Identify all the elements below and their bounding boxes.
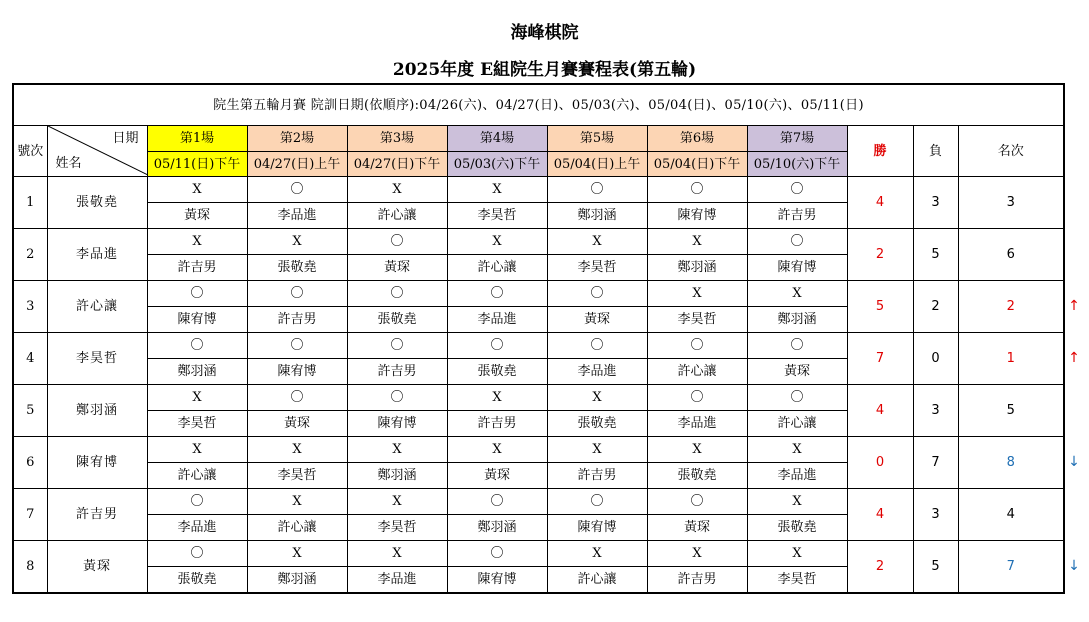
- rank-value: 7: [958, 541, 1064, 594]
- round-3-result: 〇: [347, 281, 447, 307]
- round-2-opponent: 鄭羽涵: [247, 567, 347, 594]
- rank-down-arrow-icon: ↓: [1068, 557, 1080, 574]
- round-4-result: 〇: [447, 333, 547, 359]
- round-1-result: X: [147, 437, 247, 463]
- round-3-result: X: [347, 437, 447, 463]
- loss-count: 5: [913, 541, 958, 594]
- player-name: 李品進: [47, 229, 147, 281]
- round-6-opponent: 張敬堯: [647, 463, 747, 489]
- round-7-opponent: 張敬堯: [747, 515, 847, 541]
- round-1-result: X: [147, 229, 247, 255]
- player-name: 鄭羽涵: [47, 385, 147, 437]
- round-5-opponent: 許心讓: [547, 567, 647, 594]
- round-5-result: 〇: [547, 177, 647, 203]
- win-count: 2: [847, 541, 913, 594]
- player-result-row: [13, 489, 1064, 515]
- win-count: 4: [847, 489, 913, 541]
- rank-value: 5: [958, 385, 1064, 437]
- round-5-result: X: [547, 385, 647, 411]
- rank-value: 8: [958, 437, 1064, 489]
- round-6-opponent: 鄭羽涵: [647, 255, 747, 281]
- round-6-result: 〇: [647, 385, 747, 411]
- round-4-opponent: 黃琛: [447, 463, 547, 489]
- round-4-result: X: [447, 437, 547, 463]
- round-7-result: 〇: [747, 385, 847, 411]
- round-4-opponent: 張敬堯: [447, 359, 547, 385]
- player-name: 李昊哲: [47, 333, 147, 385]
- header-loss: 負: [913, 126, 958, 177]
- round-7-opponent: 黃琛: [747, 359, 847, 385]
- round-6-result: 〇: [647, 489, 747, 515]
- round-5-result: X: [547, 541, 647, 567]
- player-result-row: [13, 177, 1064, 203]
- round-1-opponent: 張敬堯: [147, 567, 247, 594]
- loss-count: 3: [913, 385, 958, 437]
- win-count: 4: [847, 385, 913, 437]
- player-number: 2: [13, 229, 47, 281]
- round-5-result: X: [547, 437, 647, 463]
- player-result-row: [13, 333, 1064, 359]
- round-5-result: 〇: [547, 489, 647, 515]
- round-6-result: X: [647, 229, 747, 255]
- round-1-opponent: 李品進: [147, 515, 247, 541]
- round-3-label: 第3場: [347, 126, 447, 152]
- round-3-opponent: 李昊哲: [347, 515, 447, 541]
- round-7-result: X: [747, 437, 847, 463]
- round-2-opponent: 李品進: [247, 203, 347, 229]
- player-result-row: [13, 437, 1064, 463]
- round-7-result: X: [747, 541, 847, 567]
- round-2-opponent: 許吉男: [247, 307, 347, 333]
- win-count: 5: [847, 281, 913, 333]
- round-5-opponent: 陳宥博: [547, 515, 647, 541]
- round-4-opponent: 許吉男: [447, 411, 547, 437]
- round-7-opponent: 許吉男: [747, 203, 847, 229]
- rank-value: 2: [958, 281, 1064, 333]
- round-6-result: X: [647, 437, 747, 463]
- round-6-opponent: 李昊哲: [647, 307, 747, 333]
- loss-count: 5: [913, 229, 958, 281]
- loss-count: 3: [913, 177, 958, 229]
- loss-count: 0: [913, 333, 958, 385]
- round-3-opponent: 許心讓: [347, 203, 447, 229]
- round-4-result: 〇: [447, 541, 547, 567]
- round-7-date: 05/10(六)下午: [747, 152, 847, 177]
- rank-up-arrow-icon: ↑: [1068, 349, 1080, 366]
- round-6-label: 第6場: [647, 126, 747, 152]
- rank-value: 4: [958, 489, 1064, 541]
- round-6-result: 〇: [647, 177, 747, 203]
- round-2-opponent: 黃琛: [247, 411, 347, 437]
- school-title: 海峰棋院: [510, 23, 579, 43]
- round-6-opponent: 李品進: [647, 411, 747, 437]
- header-date-name: [47, 126, 147, 177]
- round-2-opponent: 李昊哲: [247, 463, 347, 489]
- round-2-result: 〇: [247, 385, 347, 411]
- round-1-result: X: [147, 177, 247, 203]
- round-1-opponent: 黃琛: [147, 203, 247, 229]
- round-1-opponent: 鄭羽涵: [147, 359, 247, 385]
- round-7-result: 〇: [747, 229, 847, 255]
- header-number: 號次: [13, 126, 47, 177]
- player-result-row: [13, 229, 1064, 255]
- training-dates-info: 院生第五輪月賽 院訓日期(依順序):04/26(六)、04/27(日)、05/03(六)、05/04(日)、05/10(六)、05/11(日): [13, 84, 1064, 126]
- win-count: 4: [847, 177, 913, 229]
- round-1-date: 05/11(日)下午: [147, 152, 247, 177]
- round-3-result: X: [347, 541, 447, 567]
- rank-value: 3: [958, 177, 1064, 229]
- rank-up-arrow-icon: ↑: [1068, 297, 1080, 314]
- round-2-date: 04/27(日)上午: [247, 152, 347, 177]
- player-number: 7: [13, 489, 47, 541]
- round-2-result: X: [247, 437, 347, 463]
- win-count: 2: [847, 229, 913, 281]
- round-2-result: 〇: [247, 177, 347, 203]
- round-1-opponent: 李昊哲: [147, 411, 247, 437]
- round-2-result: X: [247, 489, 347, 515]
- round-5-opponent: 鄭羽涵: [547, 203, 647, 229]
- round-3-opponent: 許吉男: [347, 359, 447, 385]
- round-5-result: 〇: [547, 281, 647, 307]
- player-result-row: [13, 541, 1064, 567]
- round-5-result: 〇: [547, 333, 647, 359]
- round-3-opponent: 李品進: [347, 567, 447, 594]
- round-7-label: 第7場: [747, 126, 847, 152]
- round-3-result: 〇: [347, 385, 447, 411]
- round-5-opponent: 張敬堯: [547, 411, 647, 437]
- round-3-opponent: 陳宥博: [347, 411, 447, 437]
- player-number: 6: [13, 437, 47, 489]
- round-1-result: 〇: [147, 489, 247, 515]
- rank-down-arrow-icon: ↓: [1068, 453, 1080, 470]
- round-2-result: 〇: [247, 333, 347, 359]
- round-3-opponent: 張敬堯: [347, 307, 447, 333]
- round-1-opponent: 陳宥博: [147, 307, 247, 333]
- loss-count: 3: [913, 489, 958, 541]
- round-2-opponent: 張敬堯: [247, 255, 347, 281]
- round-5-opponent: 許吉男: [547, 463, 647, 489]
- round-4-opponent: 許心讓: [447, 255, 547, 281]
- round-6-opponent: 陳宥博: [647, 203, 747, 229]
- round-5-opponent: 李昊哲: [547, 255, 647, 281]
- round-1-result: 〇: [147, 281, 247, 307]
- round-5-date: 05/04(日)上午: [547, 152, 647, 177]
- round-3-result: 〇: [347, 333, 447, 359]
- round-4-opponent: 鄭羽涵: [447, 515, 547, 541]
- round-2-opponent: 陳宥博: [247, 359, 347, 385]
- round-3-result: X: [347, 489, 447, 515]
- round-7-opponent: 鄭羽涵: [747, 307, 847, 333]
- round-5-result: X: [547, 229, 647, 255]
- round-4-result: X: [447, 229, 547, 255]
- player-name: 張敬堯: [47, 177, 147, 229]
- loss-count: 2: [913, 281, 958, 333]
- round-7-result: 〇: [747, 177, 847, 203]
- player-name: 許吉男: [47, 489, 147, 541]
- round-2-label: 第2場: [247, 126, 347, 152]
- header-date-label: 日期: [112, 131, 139, 146]
- player-result-row: [13, 281, 1064, 307]
- win-count: 0: [847, 437, 913, 489]
- player-number: 5: [13, 385, 47, 437]
- player-name: 陳宥博: [47, 437, 147, 489]
- round-1-label: 第1場: [147, 126, 247, 152]
- round-4-result: X: [447, 177, 547, 203]
- round-7-opponent: 許心讓: [747, 411, 847, 437]
- round-1-result: 〇: [147, 541, 247, 567]
- round-1-opponent: 許吉男: [147, 255, 247, 281]
- round-4-label: 第4場: [447, 126, 547, 152]
- round-4-result: X: [447, 385, 547, 411]
- round-7-opponent: 陳宥博: [747, 255, 847, 281]
- round-6-date: 05/04(日)下午: [647, 152, 747, 177]
- round-4-opponent: 陳宥博: [447, 567, 547, 594]
- round-4-result: 〇: [447, 281, 547, 307]
- round-1-result: 〇: [147, 333, 247, 359]
- round-3-result: 〇: [347, 229, 447, 255]
- loss-count: 7: [913, 437, 958, 489]
- round-1-result: X: [147, 385, 247, 411]
- round-2-opponent: 許心讓: [247, 515, 347, 541]
- player-number: 3: [13, 281, 47, 333]
- round-5-opponent: 李品進: [547, 359, 647, 385]
- round-2-result: X: [247, 229, 347, 255]
- round-4-opponent: 李品進: [447, 307, 547, 333]
- schedule-title: 2025年度 E組院生月賽賽程表(第五輪): [392, 60, 697, 80]
- round-4-date: 05/03(六)下午: [447, 152, 547, 177]
- header-rank: 名次: [958, 126, 1064, 177]
- round-6-result: 〇: [647, 333, 747, 359]
- round-3-opponent: 鄭羽涵: [347, 463, 447, 489]
- round-6-opponent: 許心讓: [647, 359, 747, 385]
- header-win: 勝: [847, 126, 913, 177]
- schedule-table: [12, 83, 1065, 594]
- round-2-result: X: [247, 541, 347, 567]
- round-7-opponent: 李品進: [747, 463, 847, 489]
- player-number: 8: [13, 541, 47, 594]
- win-count: 7: [847, 333, 913, 385]
- round-4-result: 〇: [447, 489, 547, 515]
- round-2-result: 〇: [247, 281, 347, 307]
- player-name: 許心讓: [47, 281, 147, 333]
- header-name-label: 姓名: [55, 156, 82, 171]
- rank-value: 1: [958, 333, 1064, 385]
- round-6-opponent: 許吉男: [647, 567, 747, 594]
- round-3-result: X: [347, 177, 447, 203]
- round-5-label: 第5場: [547, 126, 647, 152]
- round-7-result: X: [747, 281, 847, 307]
- round-5-opponent: 黃琛: [547, 307, 647, 333]
- round-3-opponent: 黃琛: [347, 255, 447, 281]
- round-3-date: 04/27(日)下午: [347, 152, 447, 177]
- round-1-opponent: 許心讓: [147, 463, 247, 489]
- player-number: 1: [13, 177, 47, 229]
- round-7-opponent: 李昊哲: [747, 567, 847, 594]
- round-7-result: X: [747, 489, 847, 515]
- rank-value: 6: [958, 229, 1064, 281]
- round-6-opponent: 黃琛: [647, 515, 747, 541]
- round-4-opponent: 李昊哲: [447, 203, 547, 229]
- player-name: 黃琛: [47, 541, 147, 594]
- round-6-result: X: [647, 281, 747, 307]
- player-number: 4: [13, 333, 47, 385]
- round-7-result: 〇: [747, 333, 847, 359]
- round-6-result: X: [647, 541, 747, 567]
- player-result-row: [13, 385, 1064, 411]
